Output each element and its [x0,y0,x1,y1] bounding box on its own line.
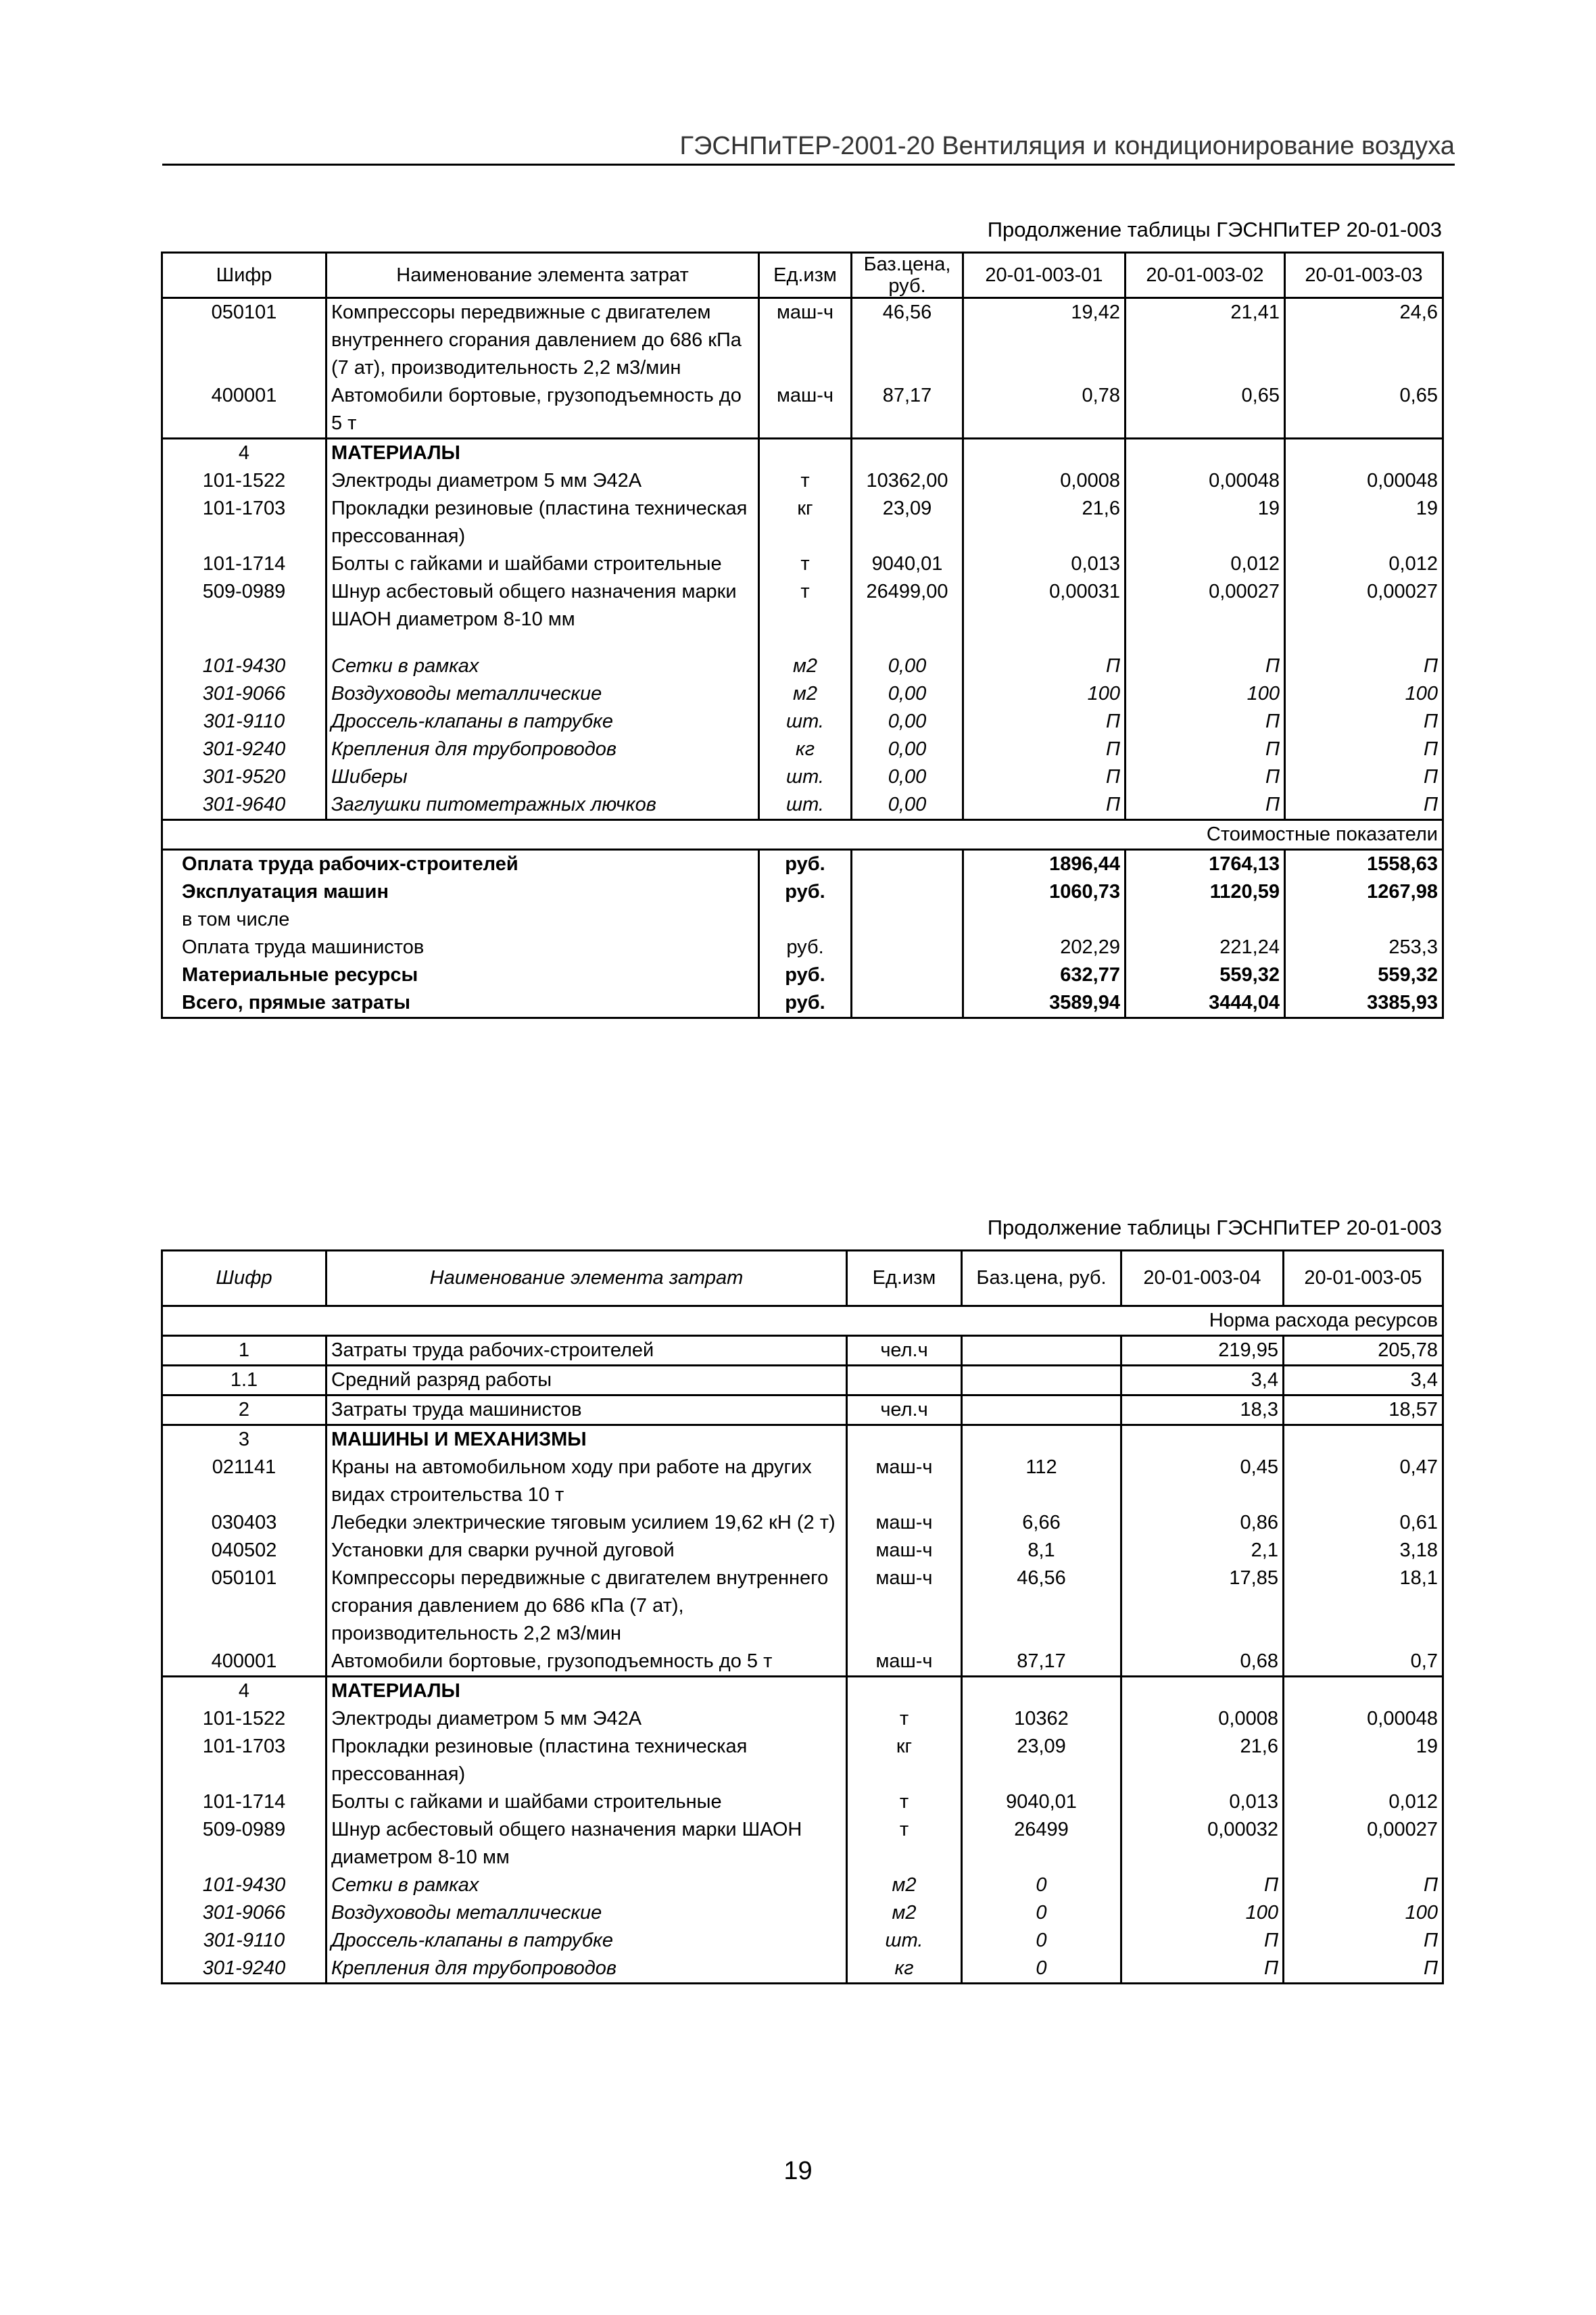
cost-section-header [162,820,1443,850]
row-unit: кг [847,1733,962,1788]
row-value: 0,013 [963,550,1126,578]
row-value: П [1284,1927,1443,1955]
row-price: 0 [962,1955,1121,1984]
row-value: 19 [1126,495,1285,550]
table-row [162,763,1443,791]
row-value: 0,013 [1121,1788,1284,1816]
row-value: П [1285,736,1443,763]
cost-value: 1267,98 [1285,878,1443,906]
section-row [162,1677,1443,1706]
row-unit: чел.ч [847,1336,962,1366]
row-value: 100 [1285,680,1443,708]
section-title: МАШИНЫ И МЕХАНИЗМЫ [327,1425,847,1454]
cost-name: Оплата труда рабочих-строителей [162,850,759,879]
table-row [162,1565,1443,1648]
row-value: П [963,791,1126,820]
cost-name: Всего, прямые затраты [162,989,759,1018]
row-code: 101-9430 [162,652,327,680]
row-code: 301-9066 [162,1899,327,1927]
row-price: 0 [962,1927,1121,1955]
row-price: 0,00 [852,736,963,763]
row-name: Шнур асбестовый общего назначения марки ШАОН диаметром 8-10 мм [327,1816,847,1871]
row-unit: кг [847,1955,962,1984]
row-value: 0,00048 [1285,467,1443,495]
col-norm-header: 20-01-003-04 [1121,1251,1284,1306]
row-value: П [1284,1955,1443,1984]
row-code: 301-9240 [162,1955,327,1984]
row-value: 0,012 [1284,1788,1443,1816]
table1 [161,252,1444,1019]
row-code: 101-9430 [162,1871,327,1899]
table-row [162,550,1443,578]
cost-section-label: Стоимостные показатели [162,820,1443,850]
section-code: 3 [162,1425,327,1454]
row-unit: чел.ч [847,1395,962,1425]
row-unit: шт. [847,1927,962,1955]
row-price: 0 [962,1899,1121,1927]
col-norm-header: 20-01-003-05 [1284,1251,1443,1306]
table-row [162,578,1443,634]
row-name: Шнур асбестовый общего назначения марки ШАОН диаметром 8-10 мм [327,578,759,634]
row-code: 301-9240 [162,736,327,763]
row-value: 0,0008 [963,467,1126,495]
table-row [162,736,1443,763]
table-row [162,791,1443,820]
row-price: 6,66 [962,1509,1121,1537]
row-price [962,1395,1121,1425]
row-value: П [963,708,1126,736]
row-code: 101-1522 [162,467,327,495]
row-price: 0,00 [852,763,963,791]
row-unit: кг [759,736,852,763]
row-value: П [1284,1871,1443,1899]
row-unit: т [847,1816,962,1871]
col-price-header: Баз.цена, руб. [962,1251,1121,1306]
row-price: 46,56 [852,298,963,383]
row-value: 0,00032 [1121,1816,1284,1871]
row-code: 400001 [162,382,327,439]
row-unit: маш-ч [847,1537,962,1565]
row-value: 0,47 [1284,1454,1443,1509]
norm-section-label: Норма расхода ресурсов [162,1306,1443,1336]
row-code: 101-1703 [162,495,327,550]
row-value: 2,1 [1121,1537,1284,1565]
row-value: 205,78 [1284,1336,1443,1366]
row-unit: шт. [759,791,852,820]
table-row [162,467,1443,495]
table-row [162,1648,1443,1677]
row-value: П [1121,1871,1284,1899]
row-value: 19 [1285,495,1443,550]
table-row [162,495,1443,550]
row-price: 26499,00 [852,578,963,634]
row-code: 301-9110 [162,708,327,736]
row-name: Шиберы [327,763,759,791]
cost-value: 253,3 [1285,934,1443,961]
row-name: Краны на автомобильном ходу при работе на других видах строительства 10 т [327,1454,847,1509]
row-price: 0,00 [852,791,963,820]
row-name: Крепления для трубопроводов [327,1955,847,1984]
row-name: Сетки в рамках [327,652,759,680]
row-code: 301-9520 [162,763,327,791]
table-row [162,1816,1443,1871]
row-price: 8,1 [962,1537,1121,1565]
col-name-header: Наименование элемента затрат [327,1251,847,1306]
row-value: П [1121,1927,1284,1955]
row-code: 301-9066 [162,680,327,708]
col-norm-header: 20-01-003-01 [963,253,1126,298]
row-value: 18,1 [1284,1565,1443,1648]
row-value: П [963,652,1126,680]
row-price: 0,00 [852,708,963,736]
page-header: ГЭСНПиТЕР-2001-20 Вентиляция и кондиционирование воздуха [162,133,1455,166]
row-unit: шт. [759,708,852,736]
row-code: 301-9110 [162,1927,327,1955]
row-unit: т [847,1788,962,1816]
row-name: Дроссель-клапаны в патрубке [327,1927,847,1955]
row-code: 050101 [162,298,327,383]
cost-row [162,989,1443,1018]
table-row [162,652,1443,680]
row-code: 101-1703 [162,1733,327,1788]
row-value: 19,42 [963,298,1126,383]
section-title: МАТЕРИАЛЫ [327,1677,847,1706]
row-value: 0,86 [1121,1509,1284,1537]
row-value: 0,61 [1284,1509,1443,1537]
row-name: Затраты труда рабочих-строителей [327,1336,847,1366]
row-name: Болты с гайками и шайбами строительные [327,1788,847,1816]
section-title: МАТЕРИАЛЫ [327,439,759,468]
norm-section-header [162,1306,1443,1336]
row-unit [847,1366,962,1395]
cost-value: 3589,94 [963,989,1126,1018]
row-name: Заглушки питометражных лючков [327,791,759,820]
table2-header-row [162,1251,1443,1306]
col-norm-header: 20-01-003-03 [1285,253,1443,298]
row-name: Компрессоры передвижные с двигателем внутреннего сгорания давлением до 686 кПа (7 ат), производительность 2,2 м3/мин [327,1565,847,1648]
cost-name: в том числе [162,906,759,934]
row-unit: маш-ч [847,1454,962,1509]
row-value: 100 [1126,680,1285,708]
row-value: П [963,763,1126,791]
cost-row [162,934,1443,961]
row-value: 3,4 [1284,1366,1443,1395]
row-unit: кг [759,495,852,550]
row-price: 23,09 [852,495,963,550]
table-row [162,1336,1443,1366]
table-row [162,1871,1443,1899]
row-name: Установки для сварки ручной дуговой [327,1537,847,1565]
table-row [162,1395,1443,1425]
cost-row [162,961,1443,989]
row-value: 100 [1284,1899,1443,1927]
row-name: Воздуховоды металлические [327,680,759,708]
row-name: Крепления для трубопроводов [327,736,759,763]
row-code: 1.1 [162,1366,327,1395]
table-row [162,708,1443,736]
row-price: 0 [962,1871,1121,1899]
cost-value: 1120,59 [1126,878,1285,906]
row-price: 0,00 [852,652,963,680]
cost-name: Материальные ресурсы [162,961,759,989]
table-row [162,1366,1443,1395]
col-code-header: Шифр [162,1251,327,1306]
row-price: 23,09 [962,1733,1121,1788]
cost-value: 221,24 [1126,934,1285,961]
table-row [162,1788,1443,1816]
row-value: 0,00027 [1126,578,1285,634]
row-value: П [963,736,1126,763]
cost-value: 1896,44 [963,850,1126,879]
row-value: 219,95 [1121,1336,1284,1366]
row-value: 0,00048 [1284,1705,1443,1733]
row-unit: маш-ч [847,1565,962,1648]
section-row [162,1425,1443,1454]
row-name: Прокладки резиновые (пластина техническая прессованная) [327,1733,847,1788]
row-unit: маш-ч [847,1509,962,1537]
cost-value: 1060,73 [963,878,1126,906]
row-value: 0,7 [1284,1648,1443,1677]
col-unit-header: Ед.изм [847,1251,962,1306]
row-value: 100 [1121,1899,1284,1927]
row-value: 3,4 [1121,1366,1284,1395]
row-unit: м2 [759,680,852,708]
row-name: Лебедки электрические тяговым усилием 19,62 кН (2 т) [327,1509,847,1537]
row-code: 2 [162,1395,327,1425]
row-code: 301-9640 [162,791,327,820]
row-value: П [1285,763,1443,791]
row-unit: маш-ч [847,1648,962,1677]
row-value: П [1126,708,1285,736]
row-name: Прокладки резиновые (пластина техническая прессованная) [327,495,759,550]
row-value: 21,41 [1126,298,1285,383]
row-unit: шт. [759,763,852,791]
row-name: Автомобили бортовые, грузоподъемность до 5 т [327,1648,847,1677]
row-value: 17,85 [1121,1565,1284,1648]
row-unit: м2 [759,652,852,680]
cost-unit: руб. [759,850,852,879]
row-code: 101-1714 [162,1788,327,1816]
row-value: 21,6 [963,495,1126,550]
cost-value: 632,77 [963,961,1126,989]
col-unit-header: Ед.изм [759,253,852,298]
row-name: Затраты труда машинистов [327,1395,847,1425]
row-code: 021141 [162,1454,327,1509]
table-row [162,298,1443,383]
table-row [162,382,1443,439]
table-row [162,680,1443,708]
row-unit: т [759,550,852,578]
row-unit: м2 [847,1899,962,1927]
row-value: П [1285,652,1443,680]
row-value: П [1126,763,1285,791]
cost-value: 1764,13 [1126,850,1285,879]
cost-row [162,850,1443,879]
table-row [162,1733,1443,1788]
col-code-header: Шифр [162,253,327,298]
table-row [162,1454,1443,1509]
row-value: П [1126,791,1285,820]
row-code: 050101 [162,1565,327,1648]
row-price: 9040,01 [852,550,963,578]
row-value: П [1126,736,1285,763]
row-code: 509-0989 [162,1816,327,1871]
row-value: 0,00048 [1126,467,1285,495]
row-name: Компрессоры передвижные с двигателем внутреннего сгорания давлением до 686 кПа (7 ат), производительность 2,2 м3/мин [327,298,759,383]
row-price: 87,17 [962,1648,1121,1677]
row-unit: маш-ч [759,382,852,439]
row-value: П [1121,1955,1284,1984]
row-price: 10362 [962,1705,1121,1733]
row-price: 10362,00 [852,467,963,495]
cost-value: 559,32 [1285,961,1443,989]
row-code: 509-0989 [162,578,327,634]
cost-value: 1558,63 [1285,850,1443,879]
table1-caption: Продолжение таблицы ГЭСНПиТЕР 20-01-003 [987,218,1442,241]
row-value: 19 [1284,1733,1443,1788]
cost-value: 559,32 [1126,961,1285,989]
row-name: Электроды диаметром 5 мм Э42А [327,1705,847,1733]
cost-unit: руб. [759,989,852,1018]
row-price: 46,56 [962,1565,1121,1648]
row-price: 0,00 [852,680,963,708]
row-name: Сетки в рамках [327,1871,847,1899]
row-price: 112 [962,1454,1121,1509]
row-name: Воздуховоды металлические [327,1899,847,1927]
row-value: 0,00027 [1284,1816,1443,1871]
row-name: Средний разряд работы [327,1366,847,1395]
row-code: 101-1714 [162,550,327,578]
row-unit: т [847,1705,962,1733]
cost-row [162,878,1443,906]
spacer-row [162,634,1443,652]
row-price: 87,17 [852,382,963,439]
table-row [162,1705,1443,1733]
table1-header-row [162,253,1443,298]
row-value: 0,0008 [1121,1705,1284,1733]
row-value: 100 [963,680,1126,708]
row-value: 0,00027 [1285,578,1443,634]
row-unit: т [759,467,852,495]
col-norm-header: 20-01-003-02 [1126,253,1285,298]
row-value: 0,012 [1126,550,1285,578]
col-price-header: Баз.цена, руб. [852,253,963,298]
row-value: 24,6 [1285,298,1443,383]
section-code: 4 [162,1677,327,1706]
col-name-header: Наименование элемента затрат [327,253,759,298]
table-row [162,1537,1443,1565]
section-row [162,439,1443,468]
table-row [162,1955,1443,1984]
row-price: 26499 [962,1816,1121,1871]
cost-name: Эксплуатация машин [162,878,759,906]
row-name: Болты с гайками и шайбами строительные [327,550,759,578]
row-code: 040502 [162,1537,327,1565]
table-row [162,1899,1443,1927]
cost-value: 202,29 [963,934,1126,961]
row-unit: т [759,578,852,634]
row-name: Дроссель-клапаны в патрубке [327,708,759,736]
row-value: 0,78 [963,382,1126,439]
row-price [962,1366,1121,1395]
row-value: П [1285,791,1443,820]
row-value: 3,18 [1284,1537,1443,1565]
row-name: Автомобили бортовые, грузоподъемность до 5 т [327,382,759,439]
cost-name: Оплата труда машинистов [162,934,759,961]
row-value: 0,45 [1121,1454,1284,1509]
row-unit: маш-ч [759,298,852,383]
cost-unit: руб. [759,934,852,961]
row-value: 0,00031 [963,578,1126,634]
cost-value: 3385,93 [1285,989,1443,1018]
row-value: 0,65 [1126,382,1285,439]
table-row [162,1927,1443,1955]
row-code: 400001 [162,1648,327,1677]
row-value: 18,3 [1121,1395,1284,1425]
cost-unit: руб. [759,961,852,989]
table-row [162,1509,1443,1537]
table2 [161,1249,1444,1984]
row-unit: м2 [847,1871,962,1899]
section-code: 4 [162,439,327,468]
cost-unit: руб. [759,878,852,906]
row-value: 21,6 [1121,1733,1284,1788]
row-code: 030403 [162,1509,327,1537]
row-value: П [1126,652,1285,680]
table2-caption: Продолжение таблицы ГЭСНПиТЕР 20-01-003 [987,1216,1442,1239]
cost-row [162,906,1443,934]
cost-value: 3444,04 [1126,989,1285,1018]
row-code: 101-1522 [162,1705,327,1733]
row-value: 18,57 [1284,1395,1443,1425]
page-number: 19 [783,2157,813,2185]
row-value: 0,65 [1285,382,1443,439]
row-code: 1 [162,1336,327,1366]
row-price: 9040,01 [962,1788,1121,1816]
row-value: 0,012 [1285,550,1443,578]
row-price [962,1336,1121,1366]
row-value: 0,68 [1121,1648,1284,1677]
row-name: Электроды диаметром 5 мм Э42А [327,467,759,495]
row-value: П [1285,708,1443,736]
